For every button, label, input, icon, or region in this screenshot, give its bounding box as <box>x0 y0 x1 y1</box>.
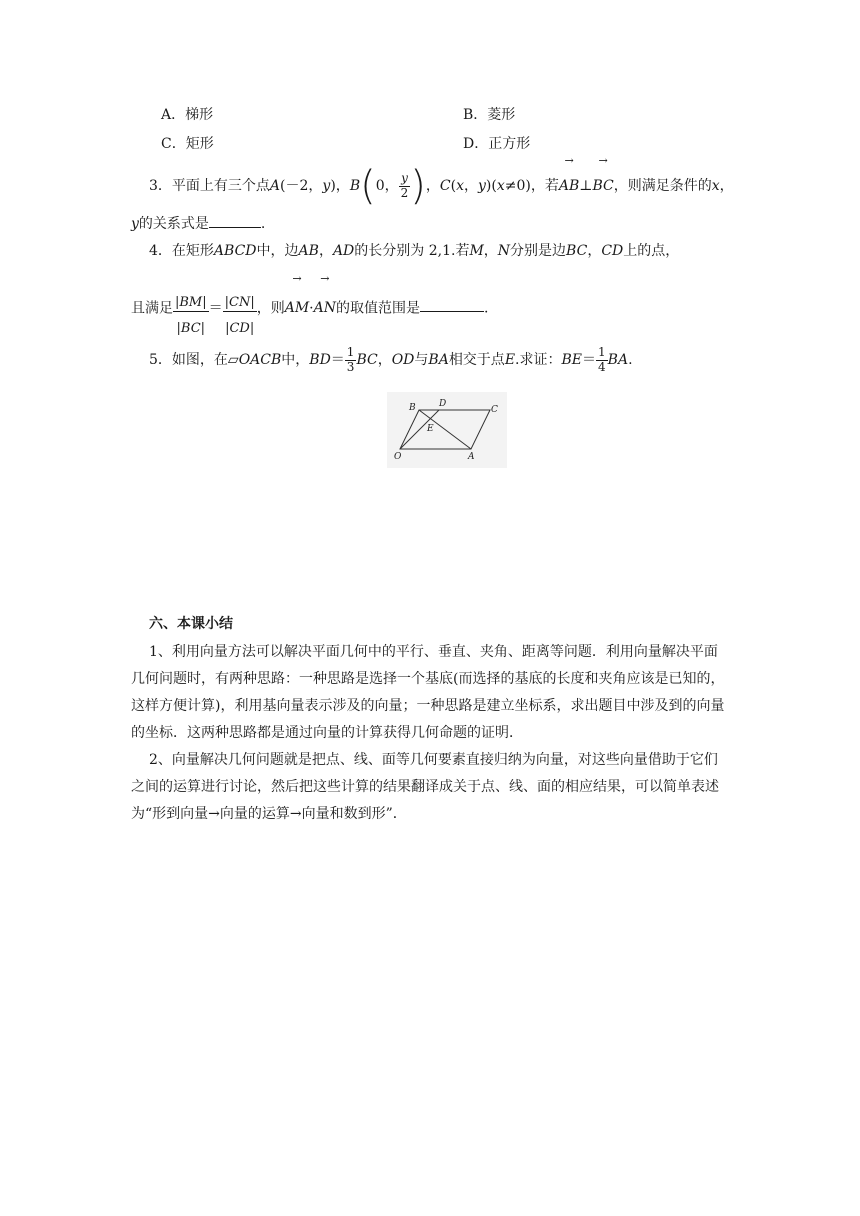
answer-blank-3 <box>209 215 261 228</box>
label-e: E <box>427 424 434 434</box>
label-a: A <box>468 452 475 462</box>
summary-paragraph-1: 1、利用向量方法可以解决平面几何中的平行、垂直、夹角、距离等问题．利用向量解决平面几何问题时，有两种思路：一种思路是选择一个基底(而选择的基底的长度和夹角应该是已知的，这样方便计算)，利用基向量表示涉及的向量；一种思路是建立坐标系，求出题目中涉及到的向量的坐标．这两种思路都是通过向量的计算获得几何命题的证明． <box>131 644 725 741</box>
frac-bm: |BM| <box>173 286 209 312</box>
answer-blank-4 <box>420 299 484 312</box>
label-c: C <box>491 405 498 415</box>
option-d: D．正方形 <box>463 136 531 152</box>
option-b: B．菱形 <box>463 107 516 123</box>
question-3-line1: 3．平面上有三个点A(－2，y)，B(0， $\frac{y}{2}$ )，C(x，y)(x≠0)，若→ AB⊥→ BC，则满足条件的x， <box>149 166 734 206</box>
vector-bc: → BC <box>592 166 613 206</box>
label-d: D <box>439 399 447 409</box>
vector-an: → AN <box>314 284 336 332</box>
summary-paragraph-2: 2、向量解决几何问题就是把点、线、面等几何要素直接归纳为向量，对这些向量借助于它们之间的运算进行讨论，然后把这些计算的结果翻译成关于点、线、面的相应结果，可以简单表述为“形到向量→向量的运算→向量和数到形”． <box>131 752 719 822</box>
question-5: 5．如图，在▱OACB中，BD＝ $\frac{1}{3}$ BC，OD与BA相交于点E.求证：BE＝ $\frac{1}{4}$ BA. <box>149 344 633 374</box>
label-b: B <box>409 403 416 413</box>
label-o: O <box>394 452 402 462</box>
frac-cn: |CN| <box>223 286 257 312</box>
question-4-line1: 4．在矩形ABCD中，边AB，AD的长分别为 2,1.若M，N分别是边BC，CD上的点， <box>149 243 680 259</box>
parallelogram-figure <box>387 392 507 468</box>
option-c: C．矩形 <box>161 136 214 152</box>
vector-ab: → AB <box>559 166 579 206</box>
option-a: A．梯形 <box>161 107 214 123</box>
vector-am: → AM <box>285 284 309 332</box>
question-4-line2: 且满足 $\frac{|BM|}{|BC|}$ ＝ $\frac{|CN|}{|CD|}$ ，则→ AM·→ AN的取值范围是 . <box>131 280 488 328</box>
question-3-line2: y的关系式是 . <box>131 216 266 232</box>
section-title-summary: 六、本课小结 <box>149 616 233 632</box>
